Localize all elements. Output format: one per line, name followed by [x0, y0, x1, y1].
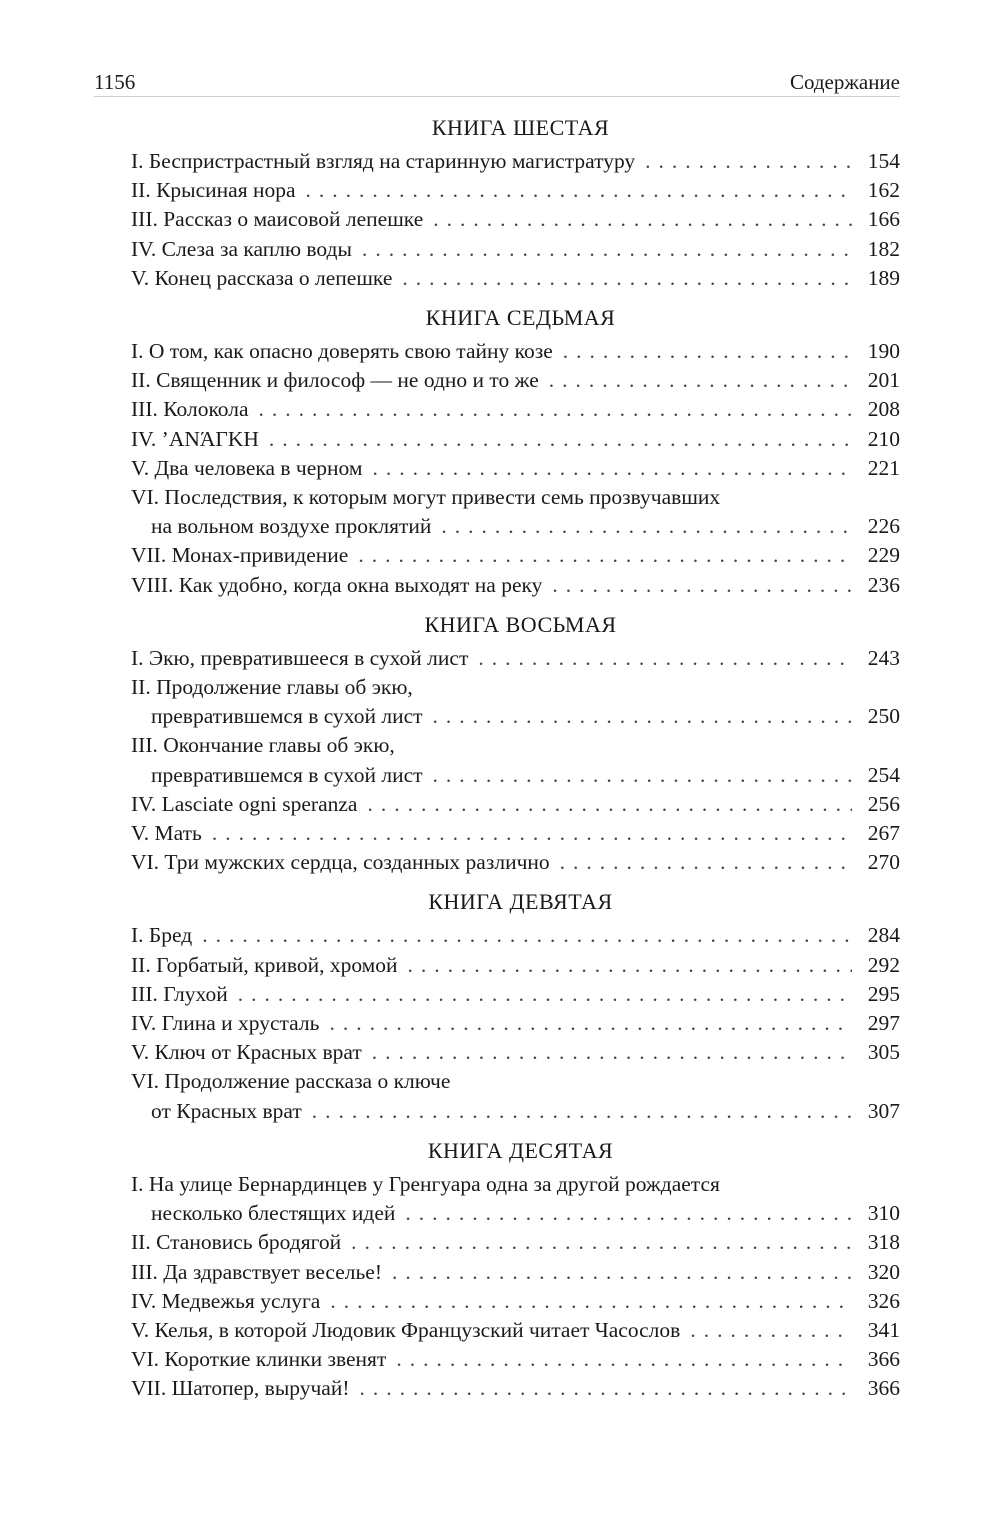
toc-entry[interactable]	[131, 673, 900, 731]
toc-entry[interactable]	[131, 147, 900, 176]
chapter-page-number: 208	[867, 397, 900, 422]
toc-entry[interactable]	[131, 1345, 900, 1374]
chapter-page-number: 320	[867, 1259, 900, 1284]
chapter-title: несколько блестящих идей	[151, 1201, 396, 1226]
chapter-title: III. Окончание главы об экю,	[131, 733, 395, 758]
toc-entry[interactable]	[131, 483, 900, 541]
chapter-page-number: 166	[867, 207, 900, 232]
dot-leader	[433, 702, 852, 731]
toc-entry[interactable]	[131, 951, 900, 980]
chapter-title: V. Мать	[131, 821, 202, 846]
chapter-title: IV. Lasciate ogni speranza	[131, 791, 358, 816]
chapter-title: II. Крысиная нора	[131, 178, 296, 203]
chapter-title: I. Беспристрастный взгляд на старинную магистратуру	[131, 149, 636, 173]
chapter-title: II. Продолжение главы об экю,	[131, 675, 413, 700]
chapter-title: II. Становись бродягой	[131, 1230, 342, 1255]
book-section	[131, 113, 900, 293]
dot-leader	[405, 1199, 852, 1228]
chapter-title: V. Два человека в черном	[131, 455, 363, 480]
toc-entry[interactable]	[131, 1038, 900, 1067]
chapter-page-number: 292	[867, 952, 900, 977]
chapter-title: превратившемся в сухой лист	[151, 704, 423, 729]
chapter-page-number: 326	[867, 1288, 900, 1313]
dot-leader	[367, 790, 852, 819]
chapter-page-number: 210	[867, 426, 900, 451]
chapter-page-number: 270	[867, 850, 900, 875]
chapter-page-number: 366	[867, 1347, 900, 1372]
chapter-page-number: 284	[867, 923, 900, 948]
toc-entry[interactable]	[131, 205, 900, 234]
dot-leader	[269, 425, 852, 454]
toc-entry[interactable]	[131, 1170, 900, 1228]
dot-leader	[690, 1316, 852, 1345]
chapter-title: III. Да здравствует веселье!	[131, 1259, 382, 1284]
dot-leader	[478, 644, 852, 673]
dot-leader	[351, 1228, 852, 1257]
chapter-title: III. Рассказ о маисовой лепешке	[131, 207, 424, 232]
chapter-title: III. Глухой	[131, 981, 228, 1006]
chapter-page-number: 154	[867, 149, 900, 173]
chapter-page-number: 201	[867, 368, 900, 393]
table-of-contents	[131, 113, 900, 1414]
dot-leader	[396, 1345, 852, 1374]
book-title: КНИГА ДЕСЯТАЯ	[427, 1137, 614, 1163]
toc-entry[interactable]	[131, 541, 900, 570]
chapter-page-number: 226	[867, 514, 900, 539]
dot-leader	[433, 761, 852, 790]
chapter-page-number: 229	[867, 543, 900, 568]
chapter-title: VI. Короткие клинки звенят	[131, 1347, 387, 1372]
dot-leader	[402, 264, 852, 293]
toc-entry[interactable]	[131, 848, 900, 877]
toc-entry[interactable]	[131, 176, 900, 205]
book-section	[131, 303, 900, 600]
toc-entry[interactable]	[131, 366, 900, 395]
chapter-title: VIII. Как удобно, когда окна выходят на реку	[131, 572, 543, 597]
page-number: 1156	[94, 70, 136, 94]
dot-leader	[358, 541, 852, 570]
toc-entry[interactable]	[131, 337, 900, 366]
toc-entry[interactable]	[131, 264, 900, 293]
toc-entry[interactable]	[131, 1009, 900, 1038]
chapter-title: V. Келья, в которой Людовик Французский читает Часослов	[131, 1317, 681, 1342]
toc-entry[interactable]	[131, 1316, 900, 1345]
toc-entry[interactable]	[131, 454, 900, 483]
dot-leader	[238, 980, 852, 1009]
chapter-page-number: 307	[867, 1098, 900, 1123]
chapter-title: IV. ’ΑΝΆΓΚΗ	[131, 426, 259, 451]
chapter-page-number: 221	[867, 455, 900, 480]
toc-entry[interactable]	[131, 1258, 900, 1287]
dot-leader	[549, 366, 852, 395]
chapter-title: I. Бред	[131, 923, 193, 948]
chapter-page-number: 250	[867, 704, 900, 729]
chapter-page-number: 366	[867, 1376, 900, 1401]
book-title: КНИГА ШЕСТАЯ	[431, 115, 610, 140]
chapter-title: V. Конец рассказа о лепешке	[131, 265, 393, 290]
toc-entry[interactable]	[131, 395, 900, 424]
chapter-page-number: 243	[867, 645, 900, 670]
toc-entry[interactable]	[131, 921, 900, 950]
chapter-title: I. Экю, превратившееся в сухой лист	[131, 645, 469, 670]
dot-leader	[645, 147, 852, 176]
toc-entry[interactable]	[131, 1067, 900, 1125]
chapter-title: IV. Медвежья услуга	[131, 1288, 321, 1313]
toc-entry[interactable]	[131, 644, 900, 673]
chapter-page-number: 305	[867, 1040, 900, 1065]
toc-entry[interactable]	[131, 731, 900, 789]
chapter-page-number: 295	[867, 981, 900, 1006]
chapter-page-number: 190	[867, 339, 900, 364]
chapter-page-number: 236	[867, 572, 900, 597]
chapter-title: III. Колокола	[131, 397, 249, 422]
book-title: КНИГА СЕДЬМАЯ	[425, 305, 616, 331]
toc-entry[interactable]	[131, 571, 900, 600]
dot-leader	[362, 235, 852, 264]
toc-entry[interactable]	[131, 235, 900, 264]
running-title: Содержание	[789, 70, 900, 94]
chapter-page-number: 189	[867, 265, 900, 290]
dot-leader	[329, 1009, 852, 1038]
dot-leader	[212, 819, 852, 848]
chapter-page-number: 310	[867, 1201, 900, 1226]
toc-entry[interactable]	[131, 819, 900, 848]
book-section	[131, 1136, 900, 1404]
dot-leader	[441, 512, 852, 541]
chapter-title: VII. Монах-привидение	[131, 543, 349, 568]
dot-leader	[372, 454, 852, 483]
toc-entry[interactable]	[131, 1228, 900, 1257]
chapter-title: VII. Шатопер, выручай!	[131, 1376, 350, 1401]
dot-leader	[560, 848, 852, 877]
toc-entry[interactable]	[131, 790, 900, 819]
chapter-title: II. Горбатый, кривой, хромой	[131, 952, 398, 977]
chapter-page-number: 256	[867, 791, 900, 816]
chapter-title: IV. Слеза за каплю воды	[131, 236, 352, 261]
dot-leader	[552, 571, 852, 600]
toc-entry[interactable]	[131, 425, 900, 454]
book-section	[131, 610, 900, 878]
toc-entry[interactable]	[131, 980, 900, 1009]
book-title: КНИГА ВОСЬМАЯ	[424, 611, 617, 637]
dot-leader	[259, 395, 852, 424]
chapter-page-number: 254	[867, 762, 900, 787]
chapter-title: VI. Три мужских сердца, созданных различно	[131, 850, 550, 875]
chapter-title: V. Ключ от Красных врат	[131, 1040, 362, 1065]
dot-leader	[330, 1287, 852, 1316]
dot-leader	[433, 205, 852, 234]
dot-leader	[360, 1374, 852, 1403]
dot-leader	[563, 337, 852, 366]
chapter-title: VI. Последствия, к которым могут привести семь прозвучавших	[131, 485, 721, 510]
chapter-page-number: 182	[867, 236, 900, 261]
dot-leader	[306, 176, 852, 205]
chapter-page-number: 267	[867, 821, 900, 846]
chapter-page-number: 297	[867, 1011, 900, 1036]
dot-leader	[372, 1038, 852, 1067]
chapter-title: I. О том, как опасно доверять свою тайну козе	[131, 339, 553, 364]
chapter-title: IV. Глина и хрусталь	[131, 1011, 320, 1036]
dot-leader	[408, 951, 852, 980]
chapter-title: VI. Продолжение рассказа о ключе	[131, 1069, 451, 1094]
book-title: КНИГА ДЕВЯТАЯ	[428, 889, 613, 915]
chapter-page-number: 318	[867, 1230, 900, 1255]
chapter-page-number: 162	[867, 178, 900, 203]
toc-entry[interactable]	[131, 1287, 900, 1316]
dot-leader	[392, 1258, 852, 1287]
chapter-title: от Красных врат	[151, 1098, 302, 1123]
chapter-page-number: 341	[867, 1317, 900, 1342]
toc-entry[interactable]	[131, 1374, 900, 1403]
book-section	[131, 887, 900, 1125]
chapter-title: II. Священник и философ — не одно и то же	[131, 368, 539, 393]
chapter-title: I. На улице Бернардинцев у Гренгуара одна за другой рождается	[131, 1171, 720, 1196]
running-header	[94, 70, 900, 97]
chapter-title: превратившемся в сухой лист	[151, 762, 423, 787]
chapter-title: на вольном воздухе проклятий	[151, 514, 432, 539]
dot-leader	[312, 1097, 852, 1126]
dot-leader	[202, 921, 852, 950]
